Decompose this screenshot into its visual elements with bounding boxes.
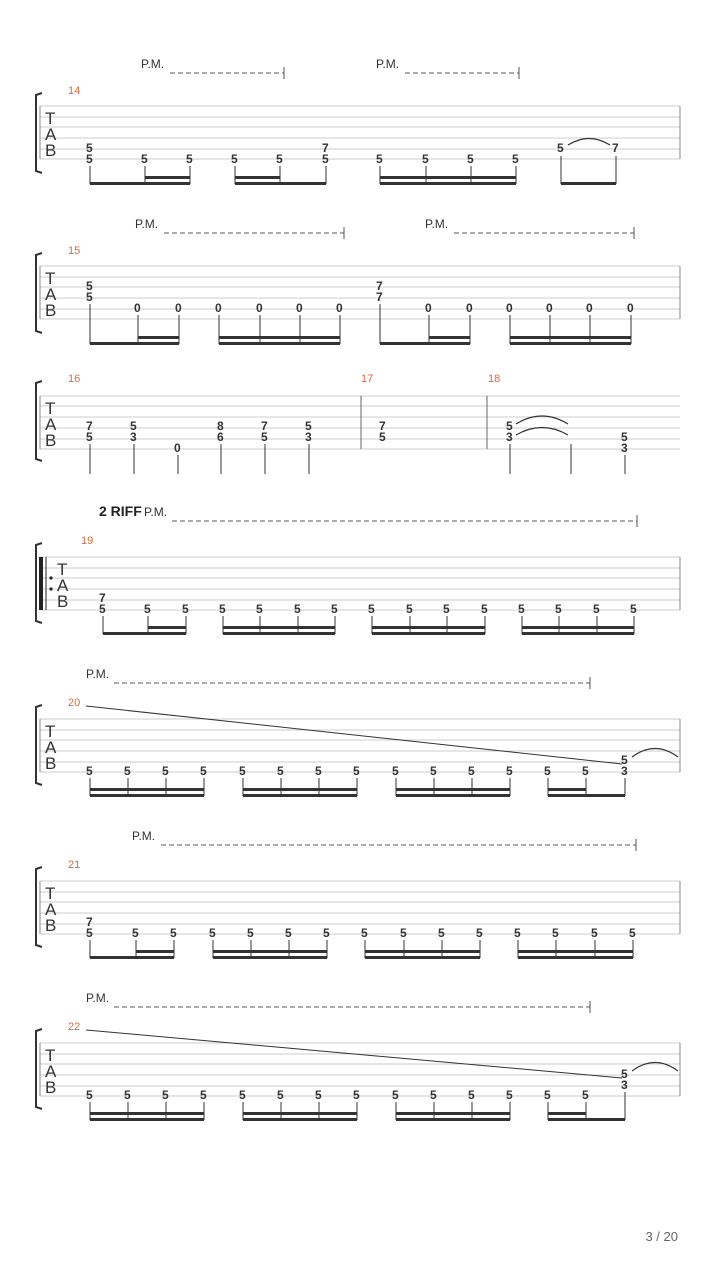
tab-clef-b: B <box>45 1078 57 1097</box>
fret-number: 5 <box>621 753 628 767</box>
fret-number: 5 <box>219 602 226 616</box>
fret-number: 5 <box>86 1088 93 1102</box>
fret-number: 5 <box>315 1088 322 1102</box>
fret-number: 5 <box>443 602 450 616</box>
fret-number: 5 <box>162 1088 169 1102</box>
measure-number: 18 <box>488 373 501 385</box>
system-3 <box>36 373 680 474</box>
fret-number: 5 <box>170 926 177 940</box>
fret-number: 0 <box>215 301 222 315</box>
system-7 <box>36 991 680 1121</box>
fret-number: 5 <box>315 764 322 778</box>
tab-clef-a: A <box>45 415 57 434</box>
fret-number: 5 <box>376 152 383 166</box>
fret-number: 5 <box>141 152 148 166</box>
fret-numbers <box>86 279 634 315</box>
fret-number: 5 <box>400 926 407 940</box>
fret-number: 0 <box>296 301 303 315</box>
palm-mute-label: P.M. <box>86 667 110 681</box>
fret-number: 5 <box>593 602 600 616</box>
fret-number: 5 <box>239 764 246 778</box>
fret-number: 0 <box>174 441 181 455</box>
fret-number: 5 <box>200 764 207 778</box>
fret-number: 5 <box>247 926 254 940</box>
fret-number: 5 <box>124 1088 131 1102</box>
fret-number: 6 <box>217 430 224 444</box>
fret-number: 5 <box>512 152 519 166</box>
fret-numbers <box>99 591 637 616</box>
fret-number: 5 <box>506 764 513 778</box>
fret-number: 0 <box>256 301 263 315</box>
fret-number: 7 <box>376 279 383 293</box>
fret-number: 5 <box>144 602 151 616</box>
fret-number: 5 <box>506 419 513 433</box>
tie-arc <box>632 749 678 758</box>
fret-number: 3 <box>621 441 628 455</box>
fret-number: 0 <box>134 301 141 315</box>
beams <box>90 950 633 959</box>
measure-number: 14 <box>68 85 81 97</box>
tab-clef-b: B <box>45 431 57 450</box>
fret-number: 5 <box>276 152 283 166</box>
rhythm-stems <box>103 616 634 634</box>
tab-clef-b: B <box>45 301 57 320</box>
fret-number: 5 <box>506 1088 513 1102</box>
fret-number: 0 <box>506 301 513 315</box>
staff-lines <box>40 557 680 610</box>
fret-number: 5 <box>209 926 216 940</box>
measure-number: 17 <box>361 373 374 385</box>
fret-number: 5 <box>277 764 284 778</box>
fret-number: 5 <box>305 419 312 433</box>
fret-number: 7 <box>379 419 386 433</box>
fret-number: 5 <box>231 152 238 166</box>
fret-number: 5 <box>361 926 368 940</box>
system-bracket <box>36 93 42 173</box>
fret-number: 5 <box>86 152 93 166</box>
fret-number: 5 <box>256 602 263 616</box>
fret-number: 5 <box>591 926 598 940</box>
fret-number: 5 <box>582 764 589 778</box>
system-4 <box>36 503 680 635</box>
fret-number: 0 <box>425 301 432 315</box>
fret-number: 5 <box>323 926 330 940</box>
measure-number: 21 <box>68 859 81 871</box>
fret-number: 5 <box>353 1088 360 1102</box>
fret-number: 5 <box>285 926 292 940</box>
fret-number: 5 <box>186 152 193 166</box>
fret-number: 5 <box>467 152 474 166</box>
fret-number: 5 <box>514 926 521 940</box>
fret-number: 5 <box>438 926 445 940</box>
fret-numbers <box>86 141 619 166</box>
beams <box>90 176 616 185</box>
fret-number: 3 <box>130 430 137 444</box>
fret-number: 5 <box>406 602 413 616</box>
palm-mute-label: P.M. <box>141 57 165 71</box>
fret-number: 7 <box>261 419 268 433</box>
fret-numbers <box>86 753 628 778</box>
fret-number: 5 <box>392 764 399 778</box>
fret-numbers <box>86 1067 628 1102</box>
fret-number: 5 <box>86 430 93 444</box>
rhythm-stems <box>90 940 633 958</box>
fret-number: 3 <box>621 1078 628 1092</box>
tab-clef-a: A <box>57 576 69 595</box>
fret-number: 5 <box>557 141 564 155</box>
palm-mute-label: P.M. <box>144 505 168 519</box>
fret-number: 5 <box>86 764 93 778</box>
fret-number: 5 <box>182 602 189 616</box>
tab-clef-a: A <box>45 738 57 757</box>
fret-number: 5 <box>544 764 551 778</box>
fret-number: 5 <box>86 926 93 940</box>
fret-number: 5 <box>555 602 562 616</box>
slide-line <box>86 706 622 764</box>
tie-arc <box>516 428 568 436</box>
fret-number: 5 <box>422 152 429 166</box>
fret-number: 5 <box>294 602 301 616</box>
fret-number: 0 <box>586 301 593 315</box>
section-label: 2 RIFF <box>99 503 142 519</box>
fret-number: 0 <box>627 301 634 315</box>
system-5 <box>36 667 680 797</box>
staff-lines <box>40 106 680 159</box>
fret-number: 5 <box>261 430 268 444</box>
tab-clef-t: T <box>45 884 56 903</box>
fret-number: 0 <box>546 301 553 315</box>
fret-number: 0 <box>175 301 182 315</box>
measure-number: 22 <box>68 1021 81 1033</box>
fret-number: 5 <box>630 602 637 616</box>
fret-number: 0 <box>336 301 343 315</box>
measure-number: 15 <box>68 245 81 257</box>
palm-mute-label: P.M. <box>135 217 159 231</box>
fret-number: 5 <box>468 764 475 778</box>
tab-clef-t: T <box>45 1046 56 1065</box>
fret-number: 5 <box>368 602 375 616</box>
fret-number: 5 <box>200 1088 207 1102</box>
tab-clef-b: B <box>57 592 69 611</box>
fret-number: 5 <box>239 1088 246 1102</box>
fret-number: 5 <box>468 1088 475 1102</box>
system-1 <box>36 57 680 185</box>
system-bracket <box>36 867 42 947</box>
fret-number: 5 <box>322 152 329 166</box>
tab-clef-t: T <box>45 109 56 128</box>
tab-clef-b: B <box>45 916 57 935</box>
fret-number: 5 <box>162 764 169 778</box>
fret-number: 5 <box>86 290 93 304</box>
rhythm-stems <box>90 778 625 796</box>
fret-number: 5 <box>379 430 386 444</box>
fret-number: 5 <box>132 926 139 940</box>
tab-clef-t: T <box>45 399 56 418</box>
fret-number: 5 <box>621 430 628 444</box>
tie-arc <box>568 139 610 146</box>
system-6 <box>36 829 680 959</box>
tab-clef-t: T <box>57 560 68 579</box>
fret-number: 5 <box>430 764 437 778</box>
measure-number: 19 <box>81 535 94 547</box>
fret-number: 5 <box>476 926 483 940</box>
fret-number: 5 <box>130 419 137 433</box>
page-number: 3 / 20 <box>645 1229 678 1244</box>
fret-number: 3 <box>621 764 628 778</box>
fret-number: 5 <box>582 1088 589 1102</box>
palm-mute-label: P.M. <box>86 991 110 1005</box>
system-bracket <box>36 253 42 333</box>
fret-number: 5 <box>99 602 106 616</box>
fret-number: 5 <box>518 602 525 616</box>
tab-clef-a: A <box>45 1062 57 1081</box>
fret-number: 5 <box>392 1088 399 1102</box>
system-bracket <box>36 1029 42 1109</box>
fret-number: 3 <box>506 430 513 444</box>
fret-number: 0 <box>466 301 473 315</box>
fret-number: 5 <box>621 1067 628 1081</box>
fret-number: 5 <box>430 1088 437 1102</box>
system-bracket <box>36 705 42 785</box>
beams <box>103 626 634 635</box>
fret-number: 5 <box>629 926 636 940</box>
fret-number: 5 <box>277 1088 284 1102</box>
tab-clef-t: T <box>45 269 56 288</box>
tab-clef-a: A <box>45 125 57 144</box>
system-2 <box>36 217 680 345</box>
tab-clef-a: A <box>45 285 57 304</box>
tab-clef-a: A <box>45 900 57 919</box>
fret-number: 7 <box>376 290 383 304</box>
fret-number: 7 <box>86 419 93 433</box>
measure-number: 16 <box>68 373 81 385</box>
fret-number: 7 <box>86 915 93 929</box>
palm-mute-label: P.M. <box>376 57 400 71</box>
repeat-start-sign <box>39 557 53 610</box>
palm-mute-label: P.M. <box>132 829 156 843</box>
fret-number: 7 <box>99 591 106 605</box>
palm-mute-label: P.M. <box>425 217 449 231</box>
fret-number: 7 <box>612 141 619 155</box>
fret-number: 7 <box>322 141 329 155</box>
fret-number: 8 <box>217 419 224 433</box>
fret-number: 3 <box>305 430 312 444</box>
fret-number: 5 <box>353 764 360 778</box>
tab-clef-b: B <box>45 754 57 773</box>
fret-numbers <box>86 915 636 940</box>
fret-number: 5 <box>124 764 131 778</box>
fret-number: 5 <box>86 141 93 155</box>
fret-number: 5 <box>544 1088 551 1102</box>
fret-number: 5 <box>481 602 488 616</box>
tab-clef-b: B <box>45 141 57 160</box>
fret-number: 5 <box>331 602 338 616</box>
rhythm-stems <box>90 156 616 184</box>
tab-clef-t: T <box>45 722 56 741</box>
measure-number: 20 <box>68 697 81 709</box>
fret-numbers <box>86 419 628 455</box>
fret-number: 5 <box>86 279 93 293</box>
fret-number: 5 <box>552 926 559 940</box>
